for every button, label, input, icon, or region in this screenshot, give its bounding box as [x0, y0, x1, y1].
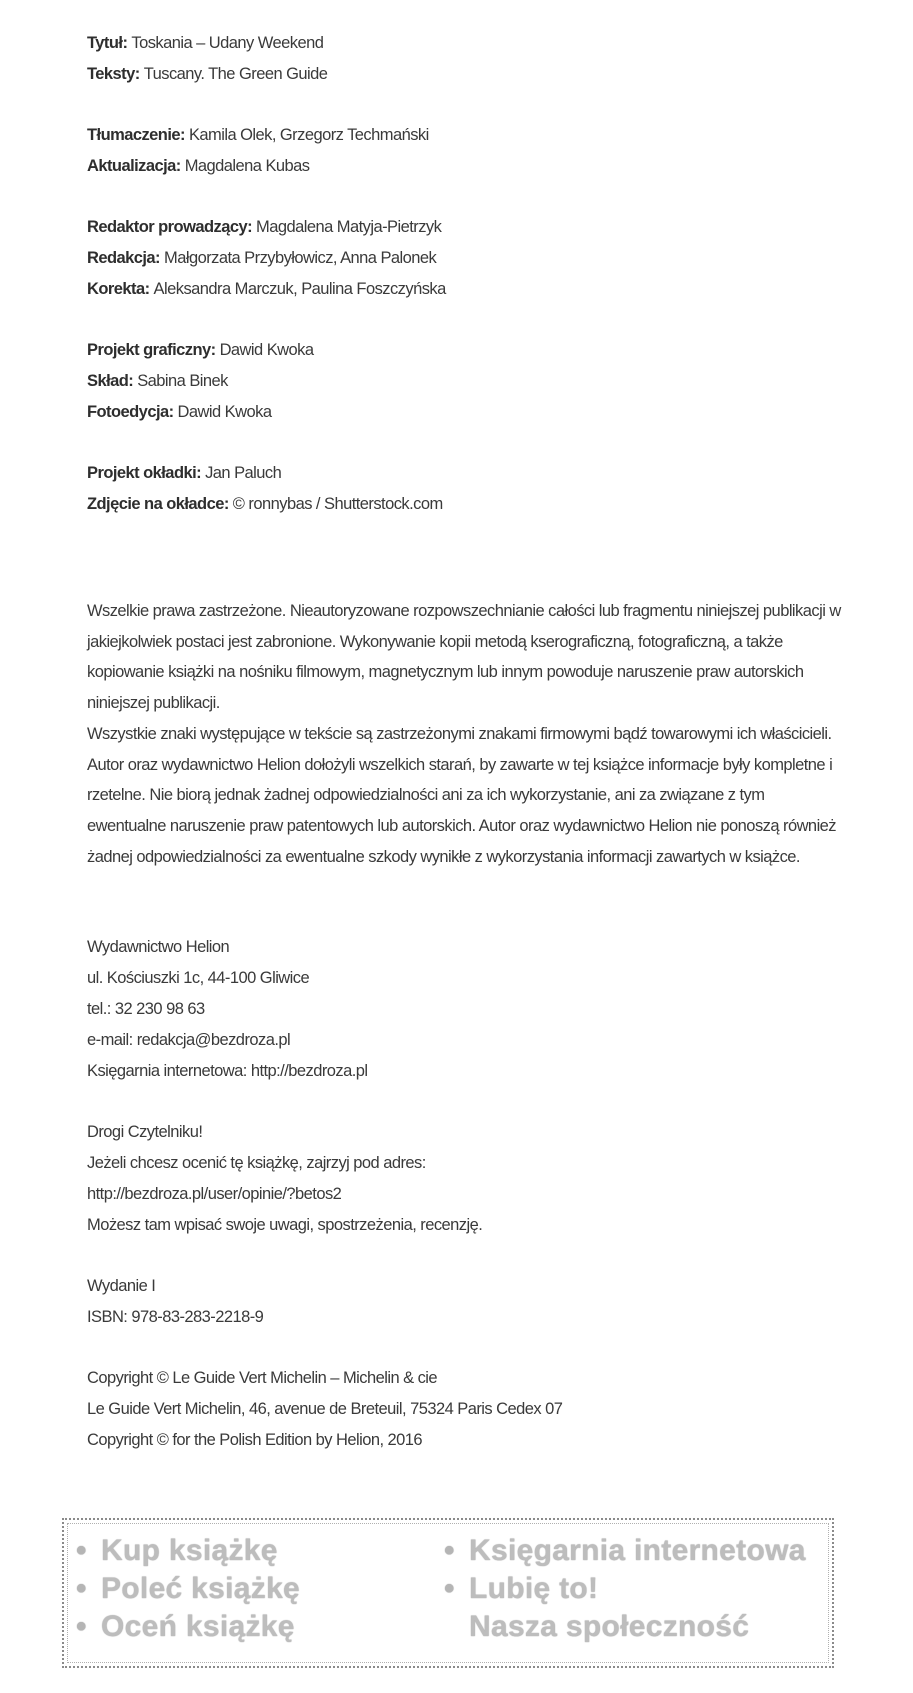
legal-paragraph-rights: Wszelkie prawa zastrzeżone. Nieautoryzowane rozpowszechnianie całości lub fragmentu niniejszej publikacji w jakiejkolwiek postaci jest zabronione. Wykonywanie kopii metodą kserograficzną, fotograficzną, a także kopiowanie książki na nośniku filmowym, magnetycznym lub innym powoduje naruszenie praw autorskich niniejszej publikacji. — [87, 602, 841, 713]
footer-right-column — [444, 1532, 806, 1646]
credit-update: Aktualizacja: Magdalena Kubas — [87, 157, 310, 175]
bullet-icon: • — [444, 1572, 455, 1605]
credit-editing: Redakcja: Małgorzata Przybyłowicz, Anna Palonek — [87, 249, 437, 267]
legal-notice — [87, 596, 847, 872]
imprint-page — [87, 28, 847, 1456]
bullet-icon: • — [444, 1534, 455, 1567]
credit-texts: Teksty: Tuscany. The Green Guide — [87, 65, 328, 83]
isbn: ISBN: 978-83-283-2218-9 — [87, 1308, 264, 1327]
edition-number: Wydanie I — [87, 1277, 156, 1296]
bullet-icon: • — [76, 1610, 87, 1643]
online-bookstore-link[interactable]: • Księgarnia internetowa — [444, 1532, 806, 1570]
credit-photo-editing: Fotoedycja: Dawid Kwoka — [87, 403, 272, 421]
copyright-line2: Le Guide Vert Michelin, 46, avenue de Breteuil, 75324 Paris Cedex 07 — [87, 1400, 563, 1419]
credit-typesetting: Skład: Sabina Binek — [87, 372, 228, 390]
reader-note — [87, 1117, 847, 1241]
legal-paragraph-liability: Autor oraz wydawnictwo Helion dołożyli wszelkich starań, by zawarte w tej książce informacje były kompletne i rzetelne. Nie biorą jednak żadnej odpowiedzialności ani za ich wykorzystanie, ani za związane z tym ewentualne naruszenie praw patentowych lub autorskich. Autor oraz wydawnictwo Helion nie ponoszą również żadnej odpowiedzialności za ewentualne szkody wynikłe z wykorzystania informacji zawartych w książce. — [87, 755, 837, 866]
credit-translation: Tłumaczenie: Kamila Olek, Grzegorz Techmański — [87, 126, 429, 144]
publisher-name: Wydawnictwo Helion — [87, 938, 230, 957]
reader-line2: Możesz tam wpisać swoje uwagi, spostrzeżenia, recenzję. — [87, 1216, 483, 1235]
publisher-info — [87, 932, 847, 1087]
credit-proofreading: Korekta: Aleksandra Marczuk, Paulina Foszczyńska — [87, 280, 446, 298]
legal-paragraph-trademarks: Wszystkie znaki występujące w tekście są zastrzeżonymi znakami firmowymi bądź towarowymi ich właścicieli. — [87, 724, 832, 743]
publisher-address: ul. Kościuszki 1c, 44-100 Gliwice — [87, 969, 310, 988]
bullet-icon: • — [76, 1534, 87, 1567]
bullet-icon: • — [76, 1572, 87, 1605]
community-link[interactable]: • Lubię to! Nasza społeczność — [444, 1572, 750, 1643]
credit-lead-editor: Redaktor prowadzący: Magdalena Matyja-Pietrzyk — [87, 218, 442, 236]
footer-link-box — [62, 1518, 834, 1668]
rate-book-link[interactable]: • Oceń książkę — [76, 1608, 300, 1646]
credit-cover-photo: Zdjęcie na okładce: © ronnybas / Shutterstock.com — [87, 495, 443, 513]
credit-title: Tytuł: Toskania – Udany Weekend — [87, 34, 324, 52]
publisher-bookstore[interactable]: Księgarnia internetowa: http://bezdroza.pl — [87, 1062, 368, 1081]
reader-url[interactable]: http://bezdroza.pl/user/opinie/?betos2 — [87, 1185, 342, 1204]
recommend-book-link[interactable]: • Poleć książkę — [76, 1570, 300, 1608]
credit-graphic-design: Projekt graficzny: Dawid Kwoka — [87, 341, 314, 359]
copyright-line1: Copyright © Le Guide Vert Michelin – Michelin & cie — [87, 1369, 438, 1388]
buy-book-link[interactable]: • Kup książkę — [76, 1532, 300, 1570]
credit-cover-design: Projekt okładki: Jan Paluch — [87, 464, 282, 482]
copyright-line3: Copyright © for the Polish Edition by Helion, 2016 — [87, 1431, 423, 1450]
publisher-email[interactable]: e-mail: redakcja@bezdroza.pl — [87, 1031, 291, 1050]
reader-greeting: Drogi Czytelniku! — [87, 1123, 203, 1142]
publisher-phone: tel.: 32 230 98 63 — [87, 1000, 205, 1019]
reader-line1: Jeżeli chcesz ocenić tę książkę, zajrzyj pod adres: — [87, 1154, 426, 1173]
footer-left-column — [76, 1532, 300, 1646]
